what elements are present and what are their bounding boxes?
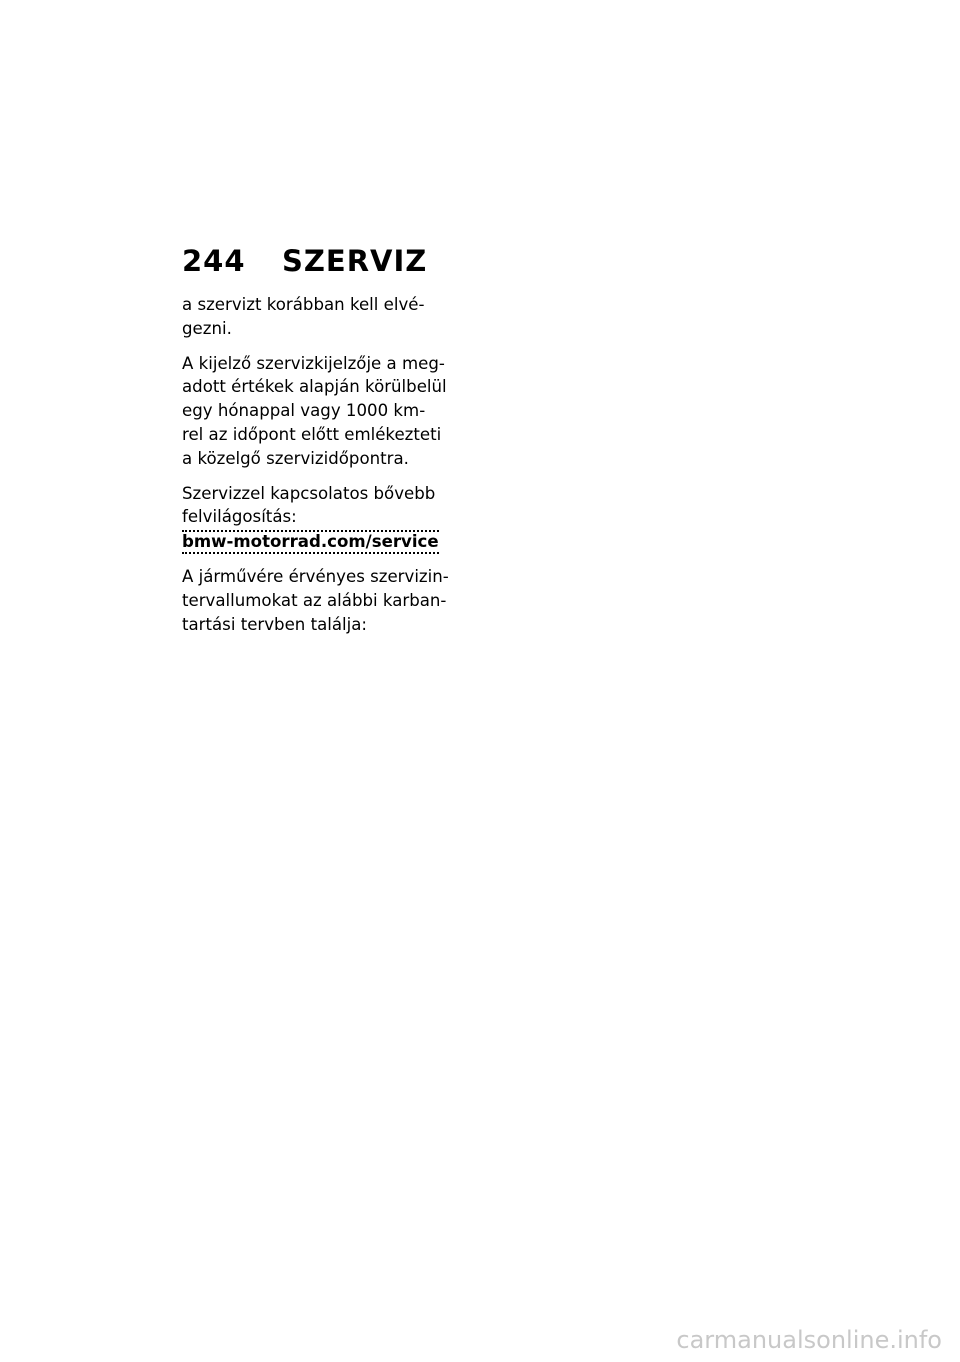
text-line: gezni. [182,318,232,338]
paragraph-1 [182,293,457,341]
text-line: egy hónappal vagy 1000 km- [182,401,426,421]
text-line: a szervizt korábban kell elvé- [182,295,425,314]
section-title: SZERVIZ [282,244,428,278]
paragraph-4 [182,565,457,636]
text-line: tartási tervben találja: [182,614,368,634]
watermark: carmanualsonline.info [676,1326,942,1354]
service-link[interactable]: bmw-motorrad.com/service [182,530,439,554]
paragraph-3 [182,482,457,555]
text-line: felvilágosítás: [182,507,297,527]
text-line: tervallumokat az alábbi karban- [182,590,447,610]
page-number: 244 [182,244,246,278]
paragraph-2 [182,352,457,471]
text-line: Szervizzel kapcsolatos bővebb [182,483,436,503]
page-header [182,244,427,278]
text-line: A járművére érvényes szervizin- [182,567,449,587]
text-line: a közelgő szervizidőpontra. [182,448,409,468]
text-line: rel az időpont előtt emlékezteti [182,424,442,444]
body-text [182,293,457,648]
text-line: A kijelző szervizkijelzője a meg- [182,353,445,373]
text-line: adott értékek alapján körülbelül [182,377,447,397]
